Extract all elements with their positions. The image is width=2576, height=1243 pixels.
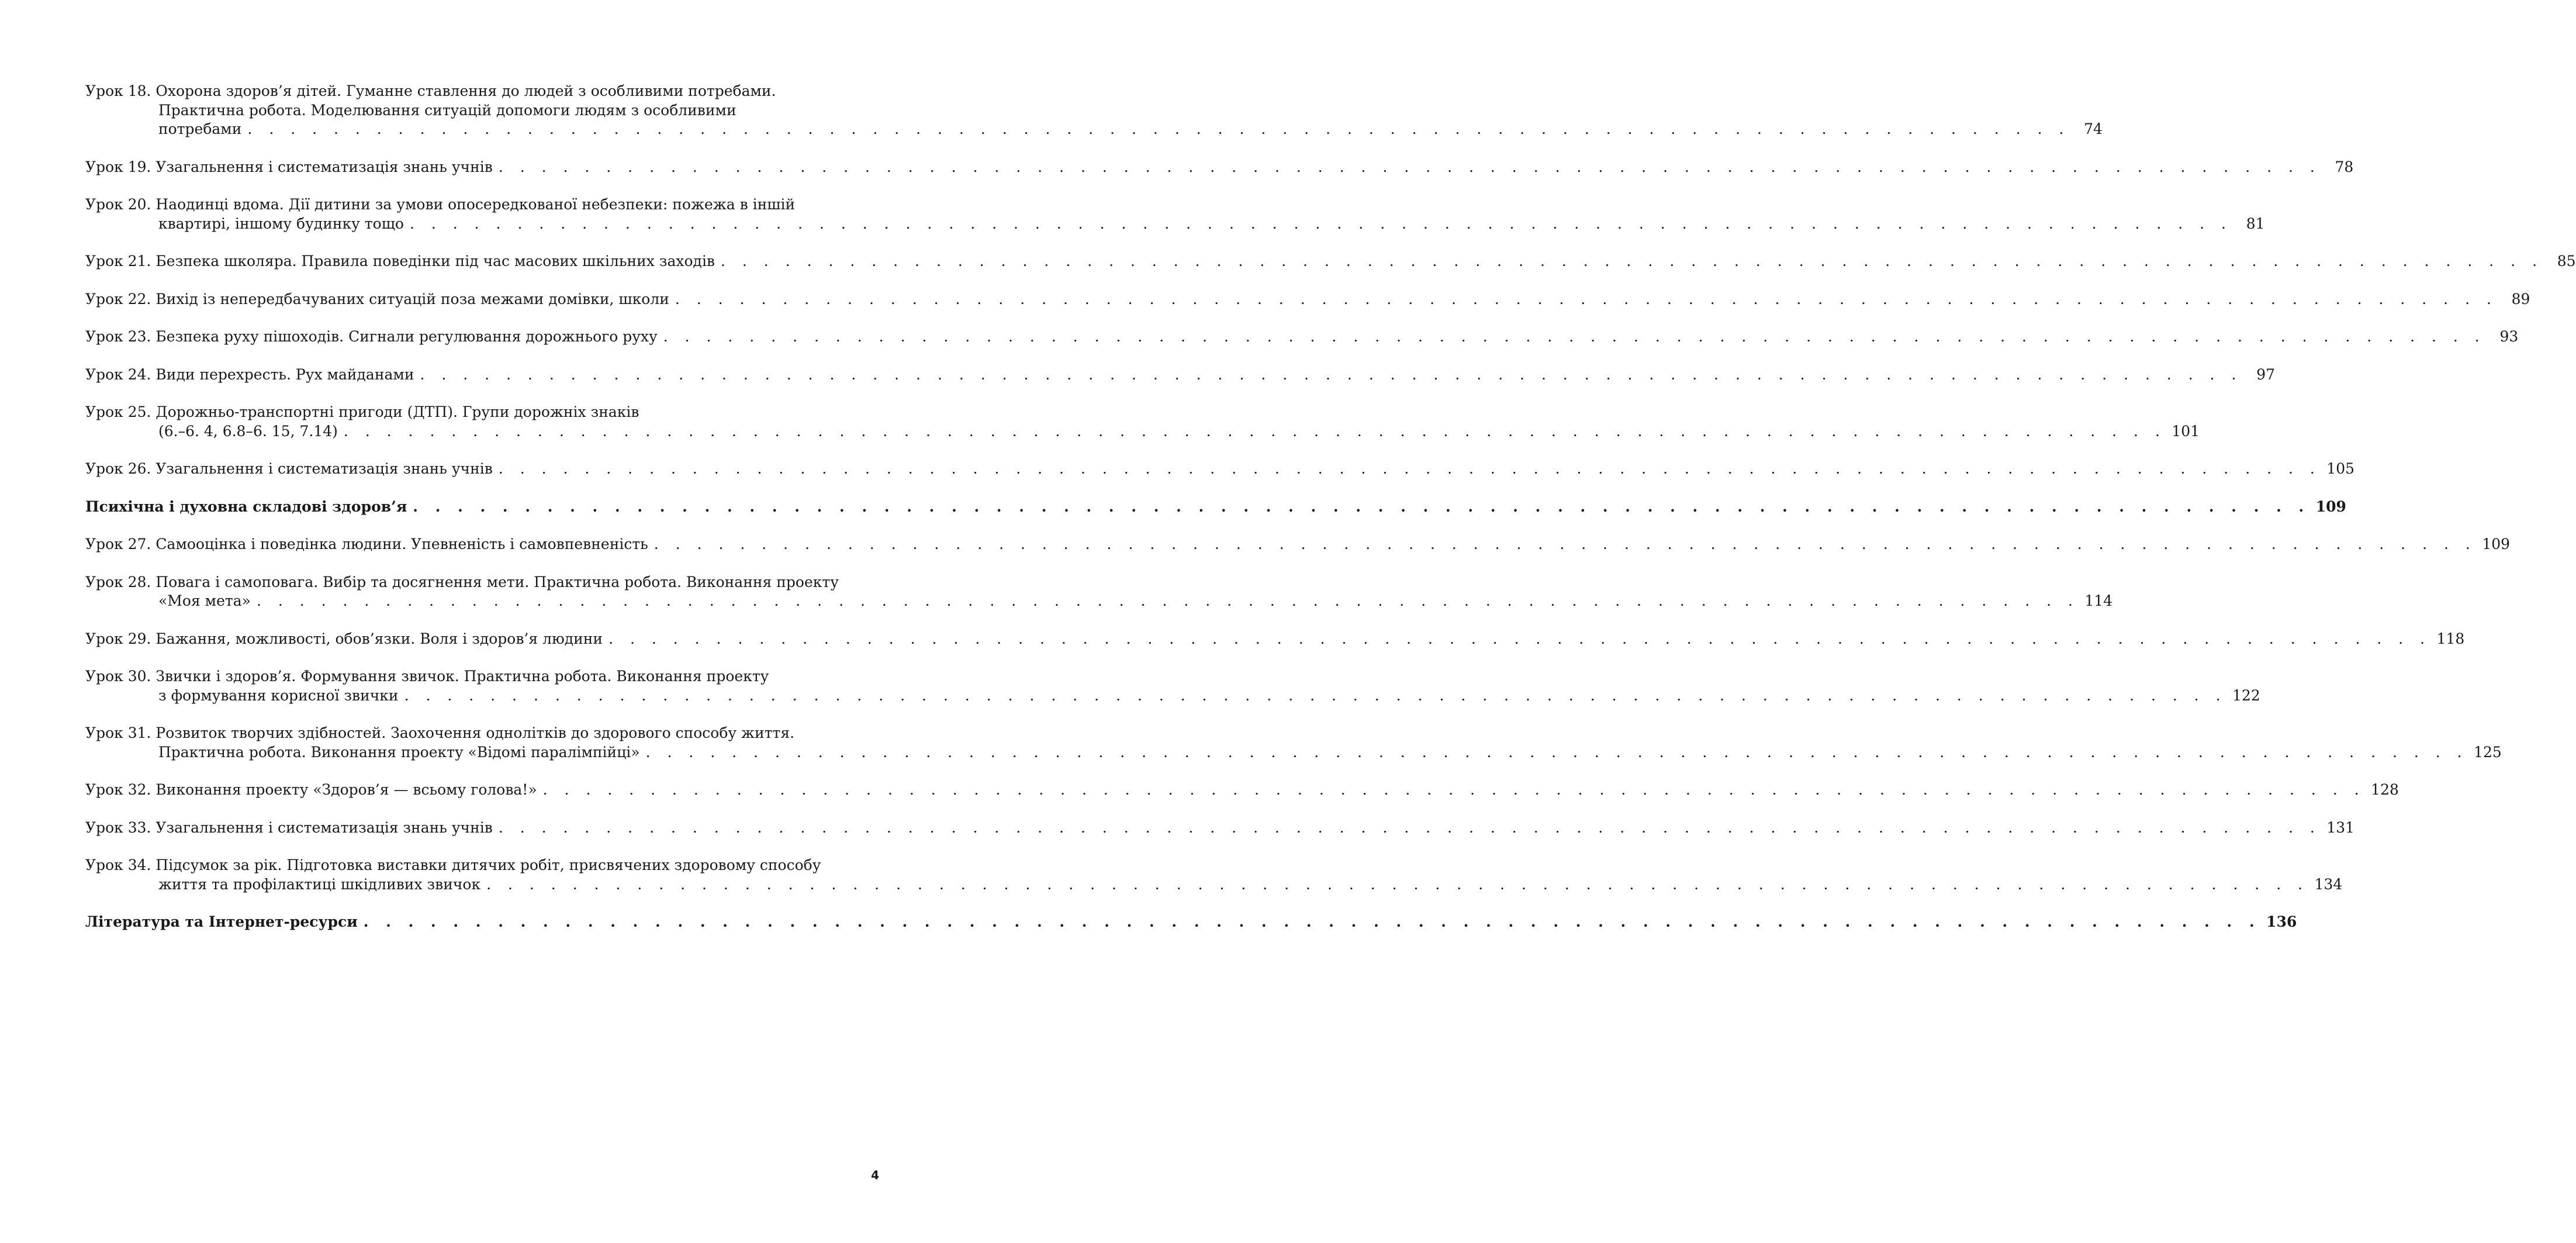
dot-leader: . . . . . . . . . . . . . . . . . . . . . . . . . . . . . . . . . . . . . . . . . . . . . . . . . . . . . . . . . . . . . . . . . . . . . . . . . . . . . . . . . . . . . xyxy=(420,365,2243,383)
toc-entry-title: життя та профілактиці шкідливих звичок xyxy=(158,875,481,893)
toc-page-number: 74 xyxy=(2084,120,2103,137)
toc-page-number: 85 xyxy=(2557,253,2576,270)
toc-entry-title: Психічна і духовна складові здоров’я xyxy=(85,498,407,515)
dot-leader: . . . . . . . . . . . . . . . . . . . . . . . . . . . . . . . . . . . . . . . . . . . . . . . . . . . . . . . . . . . . . . . . . . . . . . . . . . . . . . . . . . . . . xyxy=(256,592,2079,609)
toc-page-number: 97 xyxy=(2256,365,2276,383)
toc-entry-title: Повага і самоповага. Вибір та досягнення мети. Практична робота. Виконання проекту xyxy=(155,573,839,591)
toc-entry-title: Розвиток творчих здібностей. Заохочення однолітків до здорового способу життя. xyxy=(155,724,795,741)
toc-entry xyxy=(85,82,2103,139)
toc-entry-number: Урок 22. xyxy=(85,290,151,308)
toc-entry-title: Виконання проекту «Здоров’я — всьому голова!» xyxy=(155,781,537,798)
dot-leader: . . . . . . . . . . . . . . . . . . . . . . . . . . . . . . . . . . . . . . . . . . . . . . . . . . . . . . . . . . . . . . . . . . . . . . . . . . . . . . . . . . . . . xyxy=(486,875,2309,893)
table-of-contents xyxy=(85,82,2576,951)
dot-leader: . . . . . . . . . . . . . . . . . . . . . . . . . . . . . . . . . . . . . . . . . . . . . . . . . . . . . . . . . . . . . . . . . . . . . . . . . . . . . . . . . . . . . xyxy=(498,158,2321,175)
dot-leader: . . . . . . . . . . . . . . . . . . . . . . . . . . . . . . . . . . . . . . . . . . . . . . . . . . . . . . . . . . . . . . . . . . . . . . . . . . . . . . . . . . . . . xyxy=(363,913,2261,930)
toc-entry-title: «Моя мета» xyxy=(158,592,251,609)
toc-entry-number: Урок 19. xyxy=(85,158,151,175)
dot-leader: . . . . . . . . . . . . . . . . . . . . . . . . . . . . . . . . . . . . . . . . . . . . . . . . . . . . . . . . . . . . . . . . . . . . . . . . . . . . . . . . . . . . . xyxy=(413,498,2310,515)
toc-entry-title: Охорона здоров’я дітей. Гуманне ставлення до людей з особливими потребами. xyxy=(155,82,776,99)
toc-page-number: 122 xyxy=(2232,686,2260,704)
dot-leader: . . . . . . . . . . . . . . . . . . . . . . . . . . . . . . . . . . . . . . . . . . . . . . . . . . . . . . . . . . . . . . . . . . . . . . . . . . . . . . . . . . . . . xyxy=(247,120,2070,137)
toc-page-number: 125 xyxy=(2474,743,2502,761)
toc-entry xyxy=(85,535,2511,554)
dot-leader: . . . . . . . . . . . . . . . . . . . . . . . . . . . . . . . . . . . . . . . . . . . . . . . . . . . . . . . . . . . . . . . . . . . . . . . . . . . . . . . . . . . . . xyxy=(542,781,2366,798)
toc-entry-title: Література та Інтернет-ресурси xyxy=(85,913,358,930)
dot-leader: . . . . . . . . . . . . . . . . . . . . . . . . . . . . . . . . . . . . . . . . . . . . . . . . . . . . . . . . . . . . . . . . . . . . . . . . . . . . . . . . . . . . . xyxy=(498,819,2321,836)
toc-entry-title: Практична робота. Виконання проекту «Відомі паралімпійці» xyxy=(158,743,640,761)
toc-entry-number: Урок 33. xyxy=(85,819,151,836)
toc-entry-title: Практична робота. Моделювання ситуацій допомоги людям з особливими xyxy=(158,101,737,119)
toc-page-number: 101 xyxy=(2172,422,2200,440)
toc-entry-title: Наодинці вдома. Дії дитини за умови опосередкованої небезпеки: пожежа в іншій xyxy=(155,196,796,213)
toc-entry-number: Урок 20. xyxy=(85,196,151,213)
toc-section-heading xyxy=(85,913,2297,932)
toc-entry-number: Урок 34. xyxy=(85,857,151,873)
toc-entry xyxy=(85,365,2276,385)
toc-entry xyxy=(85,327,2519,347)
toc-entry-title: Види перехресть. Рух майданами xyxy=(155,365,414,383)
toc-page-number: 78 xyxy=(2335,158,2354,175)
dot-leader: . . . . . . . . . . . . . . . . . . . . . . . . . . . . . . . . . . . . . . . . . . . . . . . . . . . . . . . . . . . . . . . . . . . . . . . . . . . . . . . . . . . . . xyxy=(404,686,2227,704)
toc-entry-title: Самооцінка і поведінка людини. Упевненість і самовпевненість xyxy=(155,536,648,553)
toc-entry xyxy=(85,158,2354,177)
toc-entry-number: Урок 26. xyxy=(85,460,151,477)
dot-leader: . . . . . . . . . . . . . . . . . . . . . . . . . . . . . . . . . . . . . . . . . . . . . . . . . . . . . . . . . . . . . . . . . . . . . . . . . . . . . . . . . . . . . xyxy=(653,536,2477,553)
dot-leader: . . . . . . . . . . . . . . . . . . . . . . . . . . . . . . . . . . . . . . . . . . . . . . . . . . . . . . . . . . . . . . . . . . . . . . . . . . . . . . . . . . . . . xyxy=(498,460,2321,477)
toc-entry xyxy=(85,290,2530,309)
dot-leader: . . . . . . . . . . . . . . . . . . . . . . . . . . . . . . . . . . . . . . . . . . . . . . . . . . . . . . . . . . . . . . . . . . . . . . . . . . . . . . . . . . . . . xyxy=(663,328,2486,345)
toc-entry xyxy=(85,630,2465,649)
toc-entry-title: Безпека руху пішоходів. Сигнали регулювання дорожнього руху xyxy=(155,328,658,345)
toc-entry-title: Підсумок за рік. Підготовка виставки дитячих робіт, присвячених здоровому способу xyxy=(155,857,821,873)
toc-entry-title: Вихід із непередбачуваних ситуацій поза межами домівки, школи xyxy=(155,290,669,308)
toc-entry xyxy=(85,667,2260,705)
toc-entry xyxy=(85,195,2265,233)
dot-leader: . . . . . . . . . . . . . . . . . . . . . . . . . . . . . . . . . . . . . . . . . . . . . . . . . . . . . . . . . . . . . . . . . . . . . . . . . . . . . . . . . . . . . xyxy=(645,743,2468,761)
toc-page-number: 93 xyxy=(2499,328,2519,345)
toc-entry-number: Урок 25. xyxy=(85,403,151,420)
toc-entry xyxy=(85,781,2399,800)
toc-entry xyxy=(85,856,2343,894)
toc-entry xyxy=(85,460,2355,479)
toc-entry-number: Урок 23. xyxy=(85,328,151,345)
toc-entry-number: Урок 27. xyxy=(85,536,151,553)
dot-leader: . . . . . . . . . . . . . . . . . . . . . . . . . . . . . . . . . . . . . . . . . . . . . . . . . . . . . . . . . . . . . . . . . . . . . . . . . . . . . . . . . . . . . xyxy=(343,422,2166,440)
toc-entry-number: Урок 21. xyxy=(85,253,151,270)
toc-page-number: 81 xyxy=(2246,215,2265,232)
toc-entry-title: Звички і здоров’я. Формування звичок. Практична робота. Виконання проекту xyxy=(155,668,769,685)
toc-page-number: 136 xyxy=(2266,913,2297,930)
toc-entry xyxy=(85,819,2355,838)
toc-section-heading xyxy=(85,498,2346,517)
toc-entry-number: Урок 31. xyxy=(85,724,151,741)
toc-entry-title: Бажання, можливості, обов’язки. Воля і здоров’я людини xyxy=(155,630,603,647)
page-number: 4 xyxy=(871,1168,879,1182)
toc-page-number: 109 xyxy=(2315,498,2346,515)
toc-page-number: 105 xyxy=(2326,460,2355,477)
toc-entry-number: Урок 29. xyxy=(85,630,151,647)
toc-entry xyxy=(85,724,2502,762)
toc-page-number: 134 xyxy=(2314,875,2343,893)
toc-page-number: 109 xyxy=(2482,536,2511,553)
toc-entry-title: (6.–6. 4, 6.8–6. 15, 7.14) xyxy=(158,422,338,440)
dot-leader: . . . . . . . . . . . . . . . . . . . . . . . . . . . . . . . . . . . . . . . . . . . . . . . . . . . . . . . . . . . . . . . . . . . . . . . . . . . . . . . . . . . . . xyxy=(608,630,2431,647)
dot-leader: . . . . . . . . . . . . . . . . . . . . . . . . . . . . . . . . . . . . . . . . . . . . . . . . . . . . . . . . . . . . . . . . . . . . . . . . . . . . . . . . . . . . . xyxy=(675,290,2498,308)
toc-page-number: 128 xyxy=(2371,781,2399,798)
toc-entry-title: Безпека школяра. Правила поведінки під час масових шкільних заходів xyxy=(155,253,715,270)
toc-entry-number: Урок 28. xyxy=(85,573,151,591)
toc-entry-number: Урок 32. xyxy=(85,781,151,798)
toc-entry-number: Урок 24. xyxy=(85,365,151,383)
toc-entry-title: квартирі, іншому будинку тощо xyxy=(158,215,404,232)
toc-entry-number: Урок 18. xyxy=(85,82,151,99)
toc-page-number: 114 xyxy=(2084,592,2113,609)
toc-entry-title: Узагальнення і систематизація знань учнів xyxy=(155,158,493,175)
toc-page-number: 118 xyxy=(2436,630,2465,647)
toc-entry-number: Урок 30. xyxy=(85,668,151,685)
toc-entry xyxy=(85,403,2200,441)
toc-entry-title: Дорожньо-транспортні пригоди (ДТП). Групи дорожніх знаків xyxy=(155,403,639,420)
toc-page-number: 89 xyxy=(2511,290,2530,308)
toc-entry-title: з формування корисної звички xyxy=(158,686,399,704)
toc-entry-title: Узагальнення і систематизація знань учнів xyxy=(155,460,493,477)
toc-entry xyxy=(85,573,2113,611)
toc-entry xyxy=(85,252,2576,271)
dot-leader: . . . . . . . . . . . . . . . . . . . . . . . . . . . . . . . . . . . . . . . . . . . . . . . . . . . . . . . . . . . . . . . . . . . . . . . . . . . . . . . . . . . . . xyxy=(721,253,2543,270)
toc-entry-title: потребами xyxy=(158,120,242,137)
toc-page-number: 131 xyxy=(2326,819,2355,836)
dot-leader: . . . . . . . . . . . . . . . . . . . . . . . . . . . . . . . . . . . . . . . . . . . . . . . . . . . . . . . . . . . . . . . . . . . . . . . . . . . . . . . . . . . . . xyxy=(409,215,2232,232)
toc-entry-title: Узагальнення і систематизація знань учнів xyxy=(155,819,493,836)
